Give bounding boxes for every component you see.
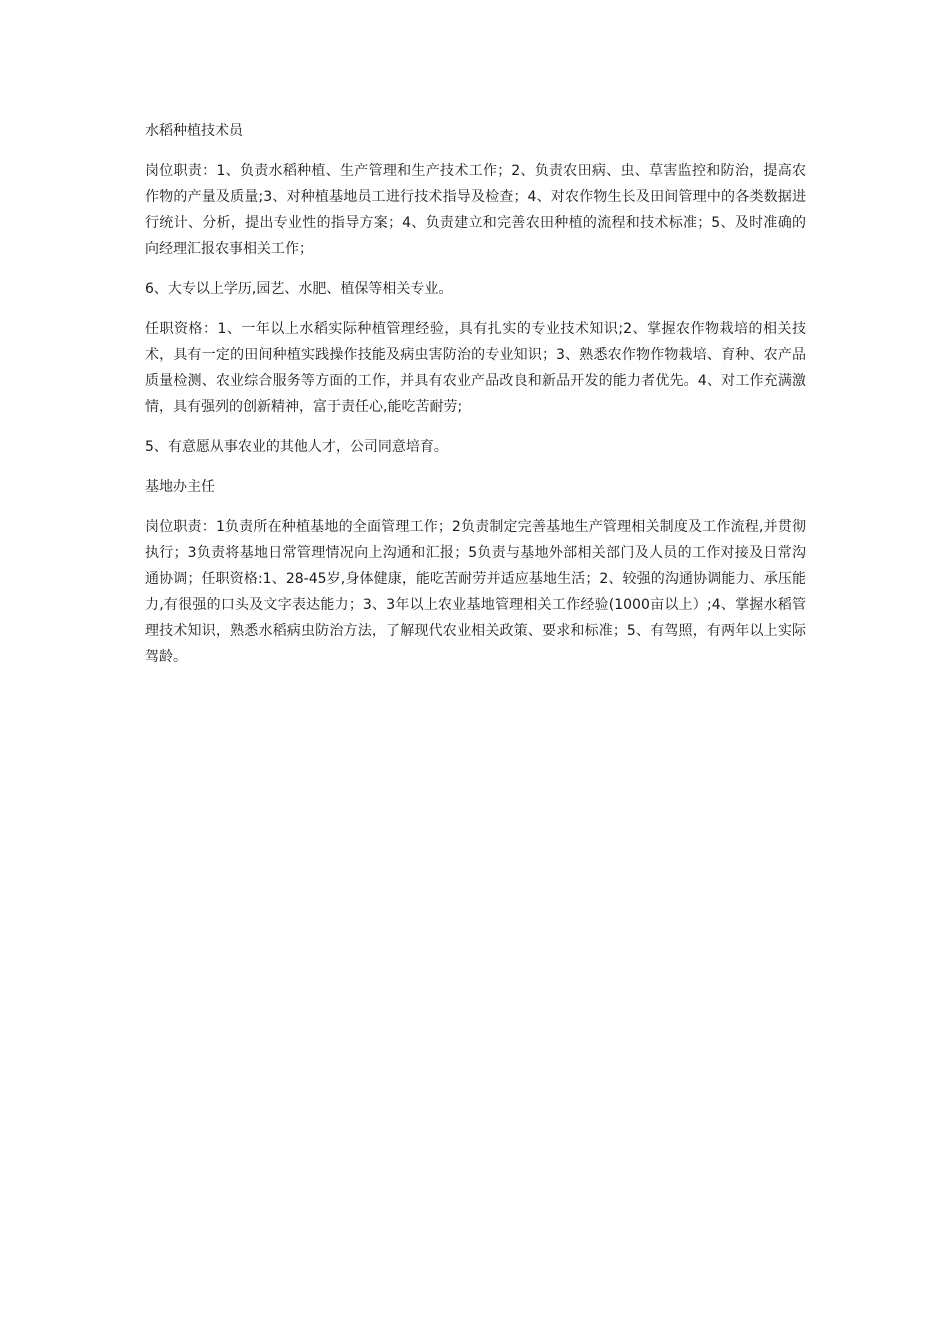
document-page	[145, 118, 806, 684]
rice-technician-qualifications: 任职资格：1、一年以上水稻实际种植管理经验，具有扎实的专业技术知识;2、掌握农作物栽培的相关技术，具有一定的田间种植实践操作技能及病虫害防治的专业知识；3、熟悉农作物作物栽培、育种、农产品质量检测、农业综合服务等方面的工作，并具有农业产品改良和新品开发的能力者优先。4、对工作充满激情，具有强列的创新精神，富于责任心,能吃苦耐劳;	[145, 321, 806, 415]
rice-technician-other: 5、有意愿从事农业的其他人才，公司同意培育。	[145, 439, 448, 455]
rice-technician-education: 6、大专以上学历,园艺、水肥、植保等相关专业。	[145, 281, 453, 297]
section-title-rice-technician: 水稻种植技术员	[145, 123, 243, 139]
base-director-duties: 岗位职责：1负责所在种植基地的全面管理工作；2负责制定完善基地生产管理相关制度及工作流程,并贯彻执行；3负责将基地日常管理情况向上沟通和汇报；5负责与基地外部相关部门及人员的工作对接及日常沟通协调；任职资格:1、28-45岁,身体健康，能吃苦耐劳并适应基地生活；2、较强的沟通协调能力、承压能力,有很强的口头及文字表达能力；3、3年以上农业基地管理相关工作经验(1000亩以上）;4、掌握水稻管理技术知识，熟悉水稻病虫防治方法，了解现代农业相关政策、要求和标准；5、有驾照，有两年以上实际驾龄。	[145, 519, 806, 665]
rice-technician-duties: 岗位职责：1、负责水稻种植、生产管理和生产技术工作；2、负责农田病、虫、草害监控和防治，提高农作物的产量及质量;3、对种植基地员工进行技术指导及检查；4、对农作物生长及田间管理中的各类数据进行统计、分析，提出专业性的指导方案；4、负责建立和完善农田种植的流程和技术标准；5、及时准确的向经理汇报农事相关工作；	[145, 163, 806, 257]
section-title-base-director: 基地办主任	[145, 479, 215, 495]
